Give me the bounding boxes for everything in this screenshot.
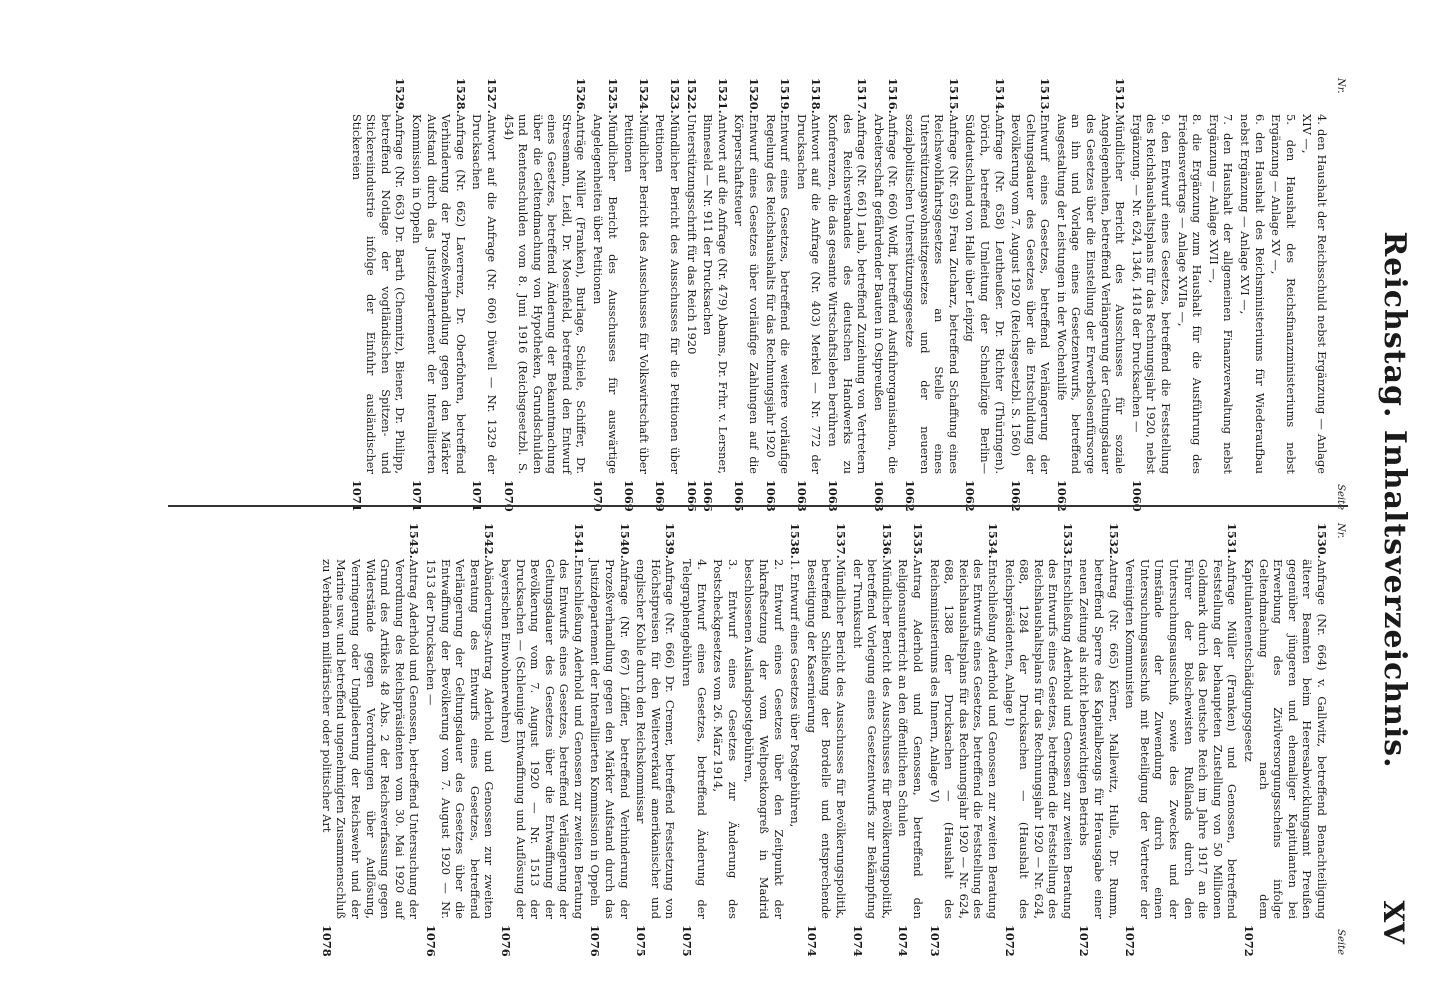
entry-page: 1070 (591, 480, 606, 512)
entry-page: 1066 (701, 480, 716, 512)
index-entry (788, 523, 803, 955)
index-entry (588, 523, 632, 955)
entry-number: 1540. (617, 523, 632, 559)
index-entry (684, 78, 699, 510)
entry-text: Mündlicher Bericht des Ausschusses für Bevölkerungspolitik, betreffend Vorlegung eines Gesetzentwurfs zur Bekämpfung der Trunksucht (850, 559, 894, 919)
entry-page: 1066 (684, 480, 699, 512)
entry-number: 1535. (910, 523, 925, 559)
index-entry (927, 523, 1000, 955)
index-entry (711, 523, 740, 955)
index-entry (804, 523, 848, 955)
entry-number: 1534. (985, 523, 1000, 559)
index-entry (963, 78, 1007, 510)
index-entry (732, 78, 761, 510)
entry-page: 1060 (1129, 480, 1144, 512)
entry-number: 1541. (571, 523, 586, 559)
entry-page: 1063 (826, 480, 840, 512)
entry-number: 1530. (1315, 523, 1329, 559)
entry-page: 1076 (588, 925, 603, 957)
entry-page: 1062 (1054, 480, 1069, 512)
entry-page: 1072 (1002, 925, 1017, 957)
entry-number: 1518. (809, 78, 824, 114)
index-entry (409, 78, 467, 510)
entry-text: Anfrage (Nr. 666) Dr. Cremer, betreffend Festsetzung von Höchstpreisen für den Weiterverkauf amerikanischer und englischer Kohle durch den Reichskommissar (634, 559, 678, 919)
entry-page: 1063 (794, 480, 809, 512)
entry-number: 1538. (788, 523, 803, 559)
entry-text: Anfrage (Nr. 658) Leutheußer. Dr. Richter (Thüringen). Dörich, betreffend Umleitung der Schnellzüge Berlin—Süddeutschland von Halle über Leipzig (963, 114, 1007, 474)
index-entry (679, 523, 708, 955)
index-entry (896, 523, 925, 955)
index-entry (1241, 523, 1329, 955)
nr-heading: Nr. (1335, 523, 1346, 539)
entry-text: 4. Entwurf eines Gesetzes, betreffend Änderung der Telegraphengebühren (680, 559, 709, 919)
entry-text: 4. den Haushalt der Reichsschuld nebst Ergänzung — Anlage XIV —, (1300, 114, 1329, 474)
entry-page: 1071 (349, 480, 364, 512)
entry-page: 1062 (1009, 480, 1024, 512)
index-entry (498, 523, 586, 955)
entry-page: 1063 (763, 480, 778, 512)
entry-text: Mündlicher Bericht des Ausschusses für auswärtige Angelegenheiten über Petitionen (591, 114, 620, 474)
entry-text: Anträge Müller (Franken), Burlage, Schiele, Schiffer, Dr. Stresemann, Leidl, Dr. Mosenfeld, betreffend den Entwurf eines Gesetzes, betreffend Änderung der Bekanntmachung über die Geltendmachung von Hypotheken, Grundschulden und Rentenschulden vom 8. Juni 1916 (Reichsgesetzbl. S. 454) (501, 114, 589, 474)
index-entry (742, 523, 786, 955)
index-entry (701, 78, 730, 510)
entry-number: 1537. (834, 523, 848, 559)
entry-number: 1519. (778, 78, 793, 114)
entry-number: 1526. (574, 78, 589, 114)
entry-page: 1078 (319, 925, 334, 957)
entry-number: 1521. (715, 78, 730, 114)
entry-number: 1542. (482, 523, 497, 559)
entry-page: 1074 (896, 925, 911, 957)
entry-number: 1515. (946, 78, 961, 114)
entry-list (319, 523, 1329, 955)
index-entry (825, 78, 869, 510)
entry-page: 1075 (680, 925, 695, 957)
entry-number: 1523. (668, 78, 683, 114)
left-column (150, 78, 1346, 510)
entry-text: Anfrage (Nr. 659) Frau Zucharz, betreffend Schaffung eines Reichswohlfahrtsgesetzes an Stelle eines Unterstützungswohnsitzgesetzes und der neueren sozialpolitischen Unterstützungsgesetze (902, 114, 961, 474)
entry-text: Anfrage Müller (Franken) und Genossen, betreffend Feststellung der behaupteten Zustellung von 50 Millionen Goldmark durch das Deutsche Reich im Jahre 1917 an die Führer der Bolschewisten Rußlands durch den Untersuchungsausschuß, sowie des Zweckes und der Umstände der Zuwendung durch einen Untersuchungsausschuß mit Beteiligung der Vertreter der Vereinigten Kommunisten (1123, 559, 1240, 919)
entry-number: 1528. (453, 78, 468, 114)
entry-text: Anfrage (Nr. 663) Dr. Barth (Chemnitz), Biener, Dr. Philipp, betreffend Notlage der vogtländischen Spitzen- und Stickereiindustrie infolge der Einfuhr ausländischer Stickereien (349, 114, 408, 474)
entry-page: 1070 (501, 480, 516, 512)
entry-text: Anfrage (Nr. 664) v. Gallwitz, betreffend Benachteiligung älterer Beamten beim Heeresabwicklungsamt Preußen gegenüber jüngeren und ehemaliger Kapitulanten bei Erwerbung des Zivilversorgungsscheins infolge Geltendmachung nach dem Kapitulantenentschädigungsgesetz (1242, 559, 1329, 919)
entry-text: Antwort auf die Anfrage (Nr. 606) Düwell — Nr. 1329 der Drucksachen (470, 114, 499, 474)
entry-text: Entwurf eines Gesetzes, betreffend Verlängerung der Geltungsdauer des Gesetzes über die Entschuldung der Bevölkerung vom 7. August 1920 (Reichsgesetzbl. S. 1560) (1009, 114, 1053, 474)
column-divider (168, 505, 1348, 507)
entry-text: Anfrage (Nr. 662) Laverrenz, Dr. Oberfohren, betreffend Verhinderung der Prozeßverhandlung gegen den Märker Aufstand durch das Justizdepartement der Interalliierten Kommission in Oppeln (409, 114, 468, 474)
entry-number: 1533. (1060, 523, 1075, 559)
entry-text: Antrag Aderhold und Genossen, betreffend den Religionsunterricht an den öffentlichen Schulen (896, 559, 925, 919)
entry-number: 1516. (886, 78, 901, 114)
entry-page: 1074 (804, 925, 819, 957)
entry-page: 1072 (1242, 925, 1257, 957)
index-entry (1206, 78, 1235, 510)
index-entry (423, 523, 496, 955)
index-entry (622, 78, 651, 510)
entry-text: 5. den Haushalt des Reichsfinanzministeriums nebst Ergänzung — Anlage XV —, (1269, 114, 1298, 474)
seite-heading: Seite (1335, 484, 1346, 510)
page-number: XV (1377, 900, 1410, 944)
index-entry (1123, 523, 1240, 955)
entry-page: 1076 (423, 925, 438, 957)
entry-page: 1072 (1123, 925, 1138, 957)
index-entry (1129, 78, 1173, 510)
entry-text: 2. Entwurf eines Gesetzes über den Zeitpunkt der Inkraftsetzung der vom Weltpostkongreß in Madrid beschlossenen Auslandspostgebühren, (742, 559, 786, 919)
index-entry (1269, 78, 1298, 510)
entry-text: Antrag Aderhold und Genossen, betreffend Untersuchung der Verordnung des Reichspräsidenten vom 30. Mai 1920 auf Grund des Artikels 48 Abs. 2 der Reichsverfassung gegen Widerstände gegen Verordnungen über Auflösung, Verringerung oder Umgliederung der Reichswehr und der Marine usw. und betreffend ungenehmigten Zusammenschluß zu Verbänden militärischer oder politischer Art (319, 559, 422, 919)
index-entry (591, 78, 620, 510)
entry-number: 1517. (855, 78, 870, 114)
entry-page: 1072 (1077, 925, 1092, 957)
entry-number: 1532. (1106, 523, 1121, 559)
entry-number: 1529. (393, 78, 408, 114)
entry-page: 1076 (498, 925, 513, 957)
index-entry (1054, 78, 1127, 510)
entry-page: 1071 (470, 480, 485, 512)
entry-text: Antrag (Nr. 665) Körner, Mallewitz, Hulle, Dr. Rumm, betreffend Sperre des Kapitalbezugs für Herausgabe einer neuen Zeitung als nicht lebenswichtigen Betriebs (1077, 559, 1121, 919)
entry-page: 1065 (732, 480, 747, 512)
entry-text: 3. Entwurf eines Gesetzes zur Änderung des Postscheckgesetzes vom 26. März 1914, (711, 559, 740, 919)
index-entry (902, 78, 960, 510)
entry-text: Anfrage (Nr. 661) Laub, betreffend Zuziehung von Vertretern des Reichsverbandes des deutschen Handwerks zu Konferenzen, die das gesamte Wirtschaftsleben berühren (826, 114, 870, 474)
right-column (150, 523, 1346, 955)
page-header (1360, 0, 1420, 1000)
entry-text: Entwurf eines Gesetzes über vorläufige Zahlungen auf die Körperschaftsteuer (732, 114, 762, 474)
index-entry (1175, 78, 1204, 510)
entry-number: 1513. (1038, 78, 1053, 114)
entry-number: 1520. (747, 78, 762, 114)
index-entry (871, 78, 900, 510)
index-entry (850, 523, 894, 955)
index-entry (1002, 523, 1075, 955)
seite-heading: Seite (1335, 929, 1346, 955)
index-entry (501, 78, 589, 510)
entry-page: 1063 (871, 480, 886, 512)
entry-text: Mündlicher Bericht des Ausschusses für die Petitionen über Petitionen (653, 114, 683, 474)
entry-page: 1069 (653, 480, 668, 512)
entry-number: 1531. (1225, 523, 1240, 559)
entry-number: 1527. (484, 78, 499, 114)
entry-text: Entschließung Aderhold und Genossen zur zweiten Beratung des Entwurfs eines Gesetzes, betreffend die Feststellung des Reichshaushaltsplans für das Rechnungsjahr 1920 — Nr. 624, 688, 1284 der Drucksachen — (Haushalt des Reichspräsidenten, Anlage I) (1002, 559, 1075, 919)
entry-text: 8. die Ergänzung zum Haushalt für die Ausführung des Friedensvertrags — Anlage XVIIa —, (1175, 114, 1205, 474)
entry-number: 1514. (992, 78, 1007, 114)
entry-number: 1512. (1113, 78, 1128, 114)
entry-text: 9. den Entwurf eines Gesetzes, betreffend die Feststellung des Reichshaushaltsplans für das Rechnungsjahr 1920, nebst Ergänzung. — Nr. 624, 1346, 1418 der Drucksachen — (1129, 114, 1174, 474)
entry-text: 1. Entwurf eines Gesetzes über Postgebühren, (788, 559, 803, 828)
index-entry (634, 523, 678, 955)
entry-page: 1062 (963, 480, 978, 512)
entry-page: 1071 (409, 480, 424, 512)
index-entry (653, 78, 682, 510)
entry-text: Entschließung Aderhold und Genossen zur zweiten Beratung des Entwurfs eines Gesetzes, betreffend die Feststellung des Reichshaushaltsplans für das Rechnungsjahr 1920 — Nr. 624, 688, 1388 der Drucksachen — (Haushalt des Reichsministeriums des Innern, Anlage V) (927, 559, 1000, 919)
entry-text: Antwort auf die Anfrage (Nr. 479) Abams, Dr. Frhr. v. Lersner, Binneseld — Nr. 911 der Drucksachen (701, 114, 730, 474)
entry-page: 1069 (622, 480, 637, 512)
index-entry (319, 523, 421, 955)
entry-text: 6. den Haushalt des Reichsministeriums für Wiederaufbau nebst Ergänzung — Anlage XVI —, (1238, 114, 1267, 474)
index-entry (763, 78, 792, 510)
entry-page: 1073 (927, 925, 942, 957)
entry-text: Mündlicher Bericht des Ausschusses für Volkswirtschaft über Petitionen (622, 114, 651, 474)
index-entry (1009, 78, 1053, 510)
entry-text: Antwort auf die Anfrage (Nr. 403) Merkel — Nr. 772 der Drucksachen (794, 114, 824, 474)
entry-text: Mündlicher Bericht des Ausschusses für soziale Angelegenheiten, betreffend Verlängerung der Geltungsdauer des Gesetzes über die Einstellung der Erwerbslosenfürsorge an ihn und Vorlage eines Gesetzentwurfs, betreffend Ausgestaltung der Leistungen in der Wochenhilfe (1054, 114, 1128, 474)
entry-text: Abänderungs-Antrag Aderhold und Genossen zur zweiten Beratung des Entwurfs eines Gesetzes, betreffend Verlängerung der Geltungsdauer des Gesetzes über die Entwaffnung der Bevölkerung vom 7. August 1920 — Nr. 1513 der Drucksachen — (423, 559, 497, 919)
entry-number: 1522. (684, 78, 699, 114)
index-entry (794, 78, 823, 510)
nr-heading: Nr. (1335, 78, 1346, 94)
entry-text: Anfrage (Nr. 667) Löffler, betreffend Verhinderung der Prozeßverhandlung gegen den Märker Aufstand durch das Justizdepartement der Interalliierten Kommission in Oppeln (588, 559, 632, 919)
column-header (1335, 523, 1346, 955)
page-title: Reichstag. Inhaltsverzeichnis. (1377, 231, 1412, 769)
index-entry (349, 78, 407, 510)
entry-number: 1543. (407, 523, 422, 559)
entry-text: Unterstützungsschrift für das Reich 1920 (684, 114, 699, 355)
column-header (1335, 78, 1346, 510)
entry-page: 1062 (902, 480, 917, 512)
entry-number: 1539. (663, 523, 678, 559)
entry-text: Mündlicher Bericht des Ausschusses für Bevölkerungspolitik, betreffend Schließung der Bordelle und entsprechende Beseitigung der Kasernierung (804, 559, 848, 919)
entry-number: 1524. (636, 78, 651, 114)
index-entry (1300, 78, 1329, 510)
entry-page: 1075 (634, 925, 649, 957)
index-entry (1237, 78, 1266, 510)
entry-text: Anfrage (Nr. 660) Wolff, betreffend Ausfuhrorganisation, die Arbeiterschaft gefährdender Bauten in Ostpreußen (871, 114, 901, 474)
index-entry (1077, 523, 1121, 955)
entry-number: 1536. (879, 523, 894, 559)
entry-text: 7. den Haushalt der allgemeinen Finanzverwaltung nebst Ergänzung — Anlage XVII —, (1206, 114, 1236, 474)
entry-number: 1525. (605, 78, 620, 114)
entry-page: 1074 (850, 925, 865, 957)
entry-text: Entschließung Aderhold und Genossen zur zweiten Beratung des Entwurfs eines Gesetzes, betreffend Verlängerung der Geltungsdauer des Gesetzes über die Entwaffnung der Bevölkerung vom 7. August 1920 — Nr. 1513 der Drucksachen — (Schleunige Entwaffnung und Auflösung der bayerischen Einwohnerwehren) (498, 559, 586, 919)
entry-list (349, 78, 1329, 510)
entry-text: Entwurf eines Gesetzes, betreffend die weitere vorläufige Regelung des Reichshaushalts für das Rechnungsjahr 1920 (763, 114, 793, 474)
index-entry (470, 78, 499, 510)
